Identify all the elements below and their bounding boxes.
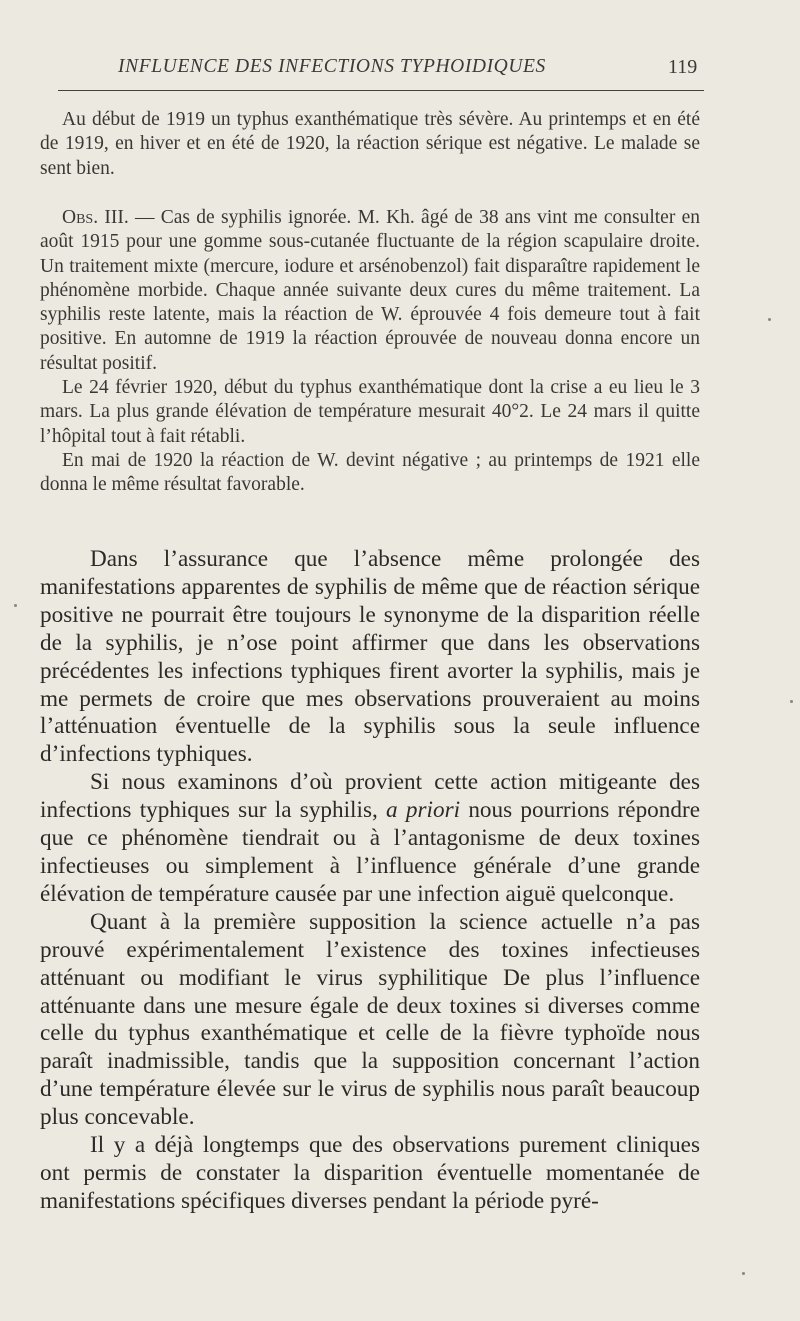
main-text-block: [40, 546, 700, 1216]
body-paragraph-3: Quant à la première supposition la science actuelle n’a pas prouvé expérimentalement l’existence des toxines infectieuses atténuant ou modifiant le virus syphilitique De plus l’influence atténuante dans une mesure égale de deux toxines si diverses comme celle du typhus exanthématique et celle de la fièvre typhoïde nous paraît inadmissible, tandis que la supposition concernant l’action d’une température élevée sur le virus de syphilis nous paraît beaucoup plus concevable.: [40, 908, 700, 1131]
body-paragraph-4: Il y a déjà longtemps que des observations purement cliniques ont permis de constater la disparition éventuelle momentanée de manifestations spécifiques diverses pendant la période pyré-: [40, 1132, 700, 1214]
header-rule: [58, 90, 704, 91]
observation-3-intro: — Cas de syphilis ignorée. M. Kh. âgé de 38 ans vint me consulter en août 1915 pour une gomme sous-cutanée fluctuante de la région scapulaire droite. Un traitement mixte (mercure, iodure et arsénobenzol) fait disparaître rapidement le phénomène morbide. Chaque année suivante deux cures du même traitement. La syphilis reste latente, mais la réaction de W. éprouvée 4 fois demeure tout à fait positive. En automne de 1919 la réaction éprouvée de nouveau donna encore un résultat positif.: [40, 207, 700, 374]
observation-3-paragraph: [40, 206, 700, 376]
paper-speck: [14, 604, 17, 607]
a-priori-italic: a priori: [386, 797, 461, 824]
case-continuation-paragraph: Au début de 1919 un typhus exanthématique très sévère. Au printemps et en été de 1919, en hiver et en été de 1920, la réaction sérique est négative. Le malade se sent bien.: [40, 109, 700, 179]
case-continuation-block: [40, 108, 700, 181]
paper-speck: [768, 318, 771, 321]
body-paragraph-1: Dans l’assurance que l’absence même prolongée des manifestations apparentes de syphilis de même que de réaction sérique positive ne pourrait être toujours le synonyme de la disparition réelle de la syphilis, je n’ose point affirmer que dans les observations précédentes les infections typhiques firent avorter la syphilis, mais je me permets de croire que mes observations prouveraient au moins l’atténuation éventuelle de la syphilis sous la seule influence d’infections typhiques.: [40, 546, 700, 768]
page-number: 119: [668, 56, 698, 78]
observation-3-paragraph-2: Le 24 février 1920, début du typhus exanthématique dont la crise a eu lieu le 3 mars. La plus grande élévation de température mesurait 40°2. Le 24 mars il quitte l’hôpital tout à fait rétabli.: [40, 377, 700, 447]
observation-3-paragraph-3: En mai de 1920 la réaction de W. devint négative ; au printemps de 1921 elle donna le même résultat favorable.: [40, 449, 700, 496]
paper-speck: [742, 1272, 745, 1275]
body-paragraph-2-start: Si nous examinons d’où provient cette action mitigeante des infections typhiques sur la syphilis,: [40, 769, 700, 824]
observation-label: Obs. III.: [62, 207, 129, 228]
observation-3-block: [40, 206, 700, 498]
body-paragraph-2-end: nous pourrions répondre que ce phénomène tiendrait ou à l’antagonisme de deux toxines infectieuses ou simplement à l’influence générale d’une grande élévation de température causée par une infection aiguë quelconque.: [40, 797, 700, 907]
running-title: INFLUENCE DES INFECTIONS TYPHOIDIQUES: [118, 56, 546, 77]
body-paragraph-2: [40, 769, 700, 909]
paper-speck: [790, 700, 793, 703]
